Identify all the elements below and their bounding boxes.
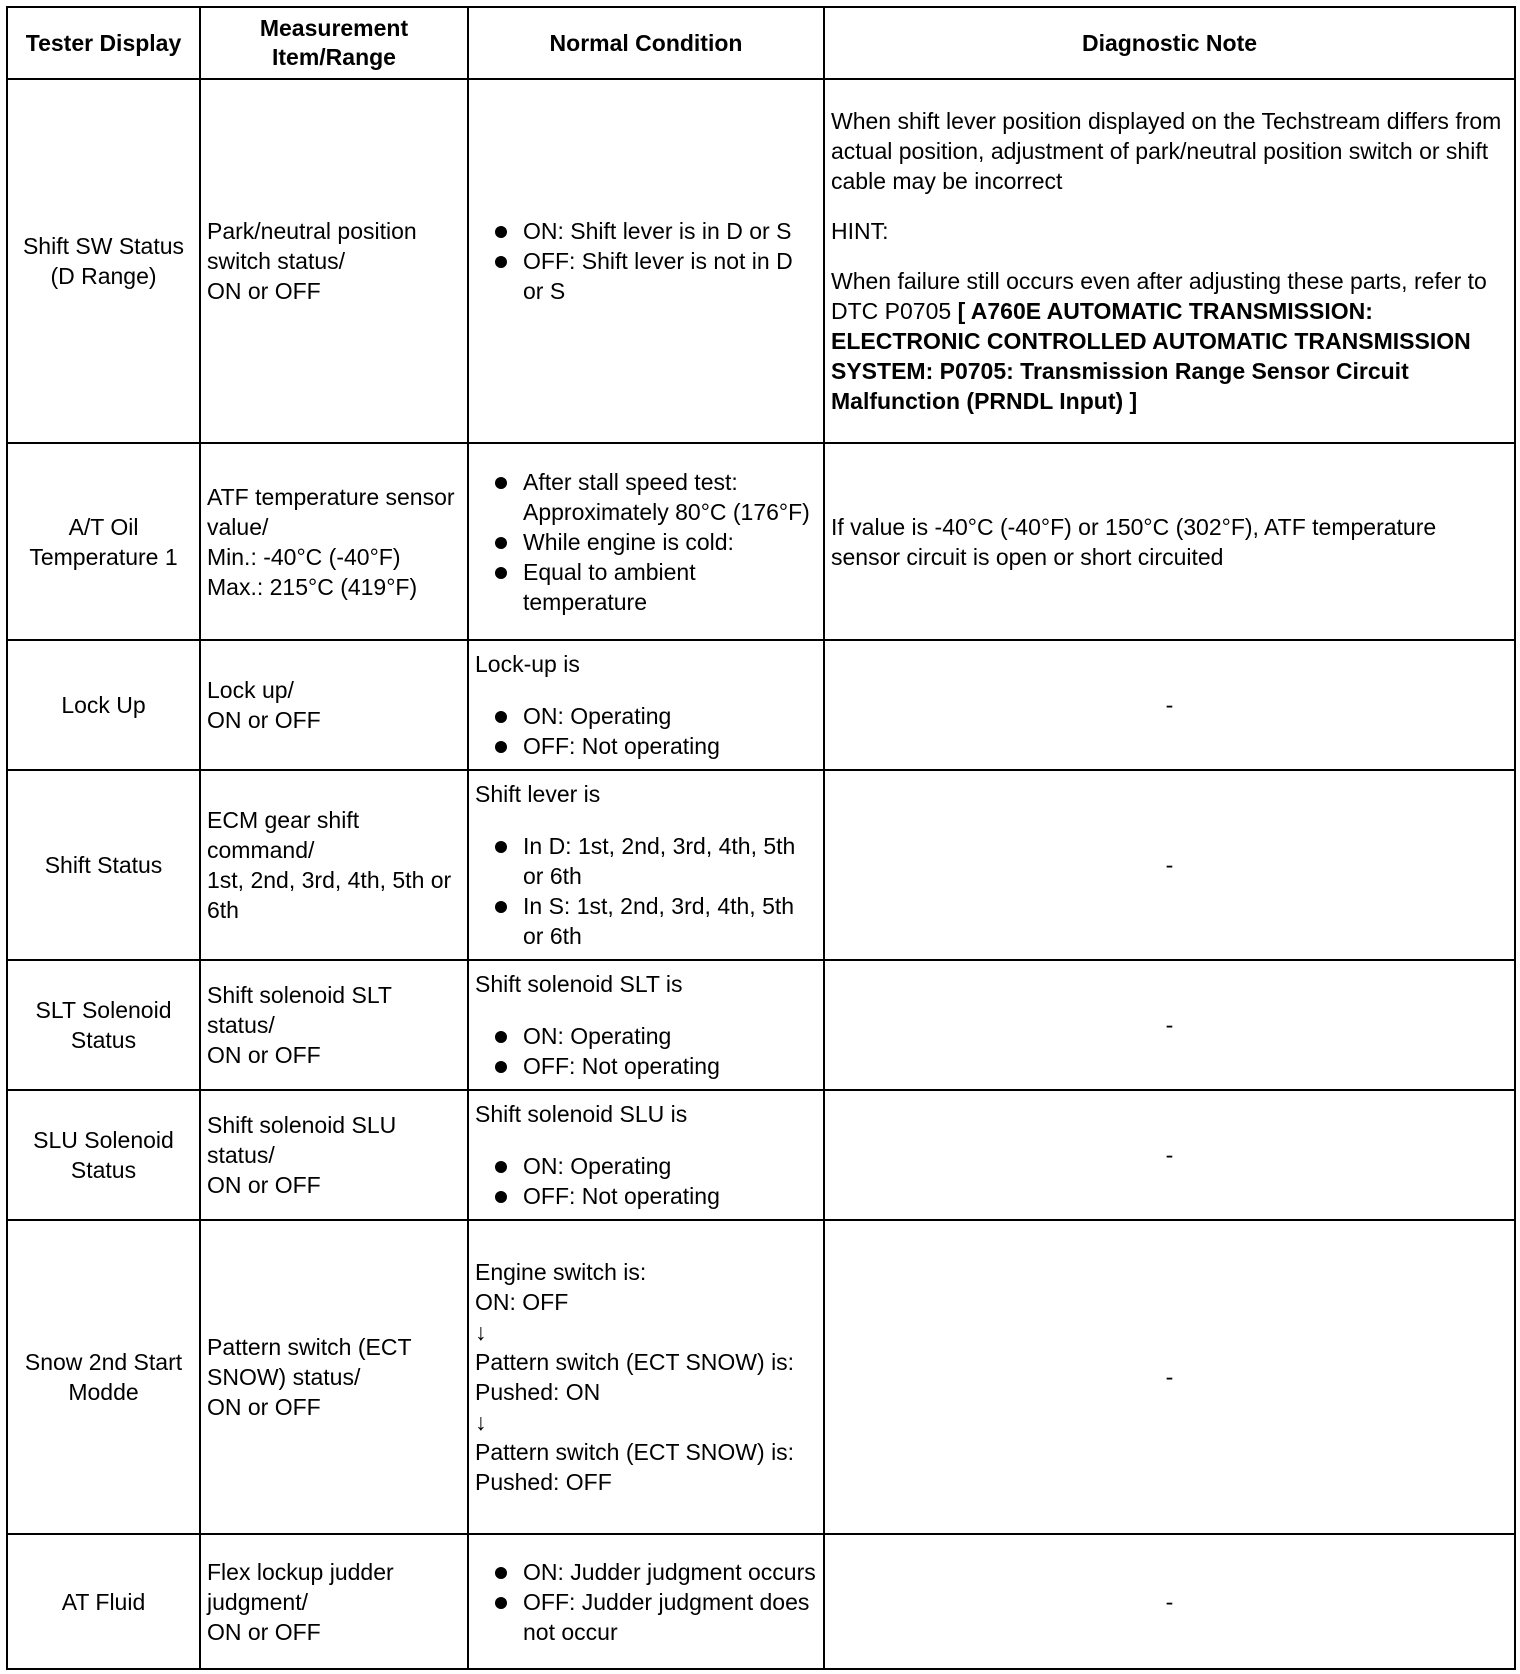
- measurement-line: ON or OFF: [207, 1394, 321, 1420]
- table-row: [7, 960, 1515, 1090]
- tester-display-cell: Lock Up: [7, 640, 200, 770]
- note-hint: HINT:: [831, 218, 889, 244]
- measurement-cell: [200, 443, 468, 640]
- diagnostic-note-cell: -: [824, 960, 1515, 1090]
- normal-condition-cell: [468, 1090, 824, 1220]
- diagnostic-note-cell: -: [824, 770, 1515, 960]
- header-normal-condition: Normal Condition: [468, 7, 824, 79]
- measurement-line: ON or OFF: [207, 1172, 321, 1198]
- diagnostic-note-cell: [824, 79, 1515, 443]
- tester-display-cell: Snow 2nd Start Modde: [7, 1220, 200, 1534]
- measurement-cell: [200, 1220, 468, 1534]
- table-row: [7, 640, 1515, 770]
- note-text: When failure still occurs even after adjusting these parts, refer to DTC P0705: [831, 268, 1487, 324]
- normal-condition-cell: [468, 960, 824, 1090]
- header-measurement: Measurement Item/Range: [200, 7, 468, 79]
- table-row: [7, 1534, 1515, 1669]
- bullet-item: ON: Judder judgment occurs: [475, 1557, 817, 1587]
- down-arrow-icon: ↓: [475, 1319, 487, 1345]
- normal-line: Pushed: OFF: [475, 1469, 612, 1495]
- measurement-line: Min.: -40°C (-40°F): [207, 543, 401, 570]
- measurement-line: Shift solenoid SLU status/: [207, 1112, 397, 1168]
- normal-intro: Lock-up is: [475, 651, 580, 677]
- tester-display-cell: A/T Oil Temperature 1: [7, 443, 200, 640]
- tester-display-cell: Shift Status: [7, 770, 200, 960]
- normal-line: Engine switch is:: [475, 1259, 647, 1285]
- tester-display-cell: SLU Solenoid Status: [7, 1090, 200, 1220]
- dtc-reference-link[interactable]: [ A760E AUTOMATIC TRANSMISSION: ELECTRONIC CONTROLLED AUTOMATIC TRANSMISSION SYSTEM: P0705: Transmission Range Sensor Circuit Malfunction (PRNDL Input) ]: [831, 298, 1471, 414]
- bullet-item: OFF: Judder judgment does not occur: [475, 1587, 817, 1647]
- diagnostic-note-cell: -: [824, 1220, 1515, 1534]
- normal-line: Pattern switch (ECT SNOW) is:: [475, 1349, 795, 1375]
- data-list-table: [6, 6, 1516, 1670]
- bullet-item: After stall speed test: Approximately 80°C (176°F): [475, 467, 817, 527]
- normal-intro: Shift lever is: [475, 781, 601, 807]
- measurement-line: ATF temperature sensor value/: [207, 483, 455, 540]
- diagnostic-note-cell: -: [824, 640, 1515, 770]
- bullet-item: In S: 1st, 2nd, 3rd, 4th, 5th or 6th: [475, 891, 817, 951]
- measurement-line: Flex lockup judder judgment/: [207, 1558, 394, 1615]
- bullet-item: ON: Shift lever is in D or S: [475, 216, 817, 246]
- normal-intro: Shift solenoid SLT is: [475, 971, 683, 997]
- measurement-line: Lock up/: [207, 677, 294, 703]
- table-row: [7, 770, 1515, 960]
- bullet-item: While engine is cold:: [475, 527, 817, 557]
- bullet-item: ON: Operating: [475, 701, 817, 731]
- measurement-line: Max.: 215°C (419°F): [207, 573, 418, 600]
- bullet-item: OFF: Not operating: [475, 1051, 817, 1081]
- normal-line: Pushed: ON: [475, 1379, 601, 1405]
- measurement-cell: [200, 79, 468, 443]
- diagnostic-note-cell: -: [824, 1534, 1515, 1669]
- bullet-item: Equal to ambient temperature: [475, 557, 817, 617]
- diagnostic-note-cell: If value is -40°C (-40°F) or 150°C (302°F), ATF temperature sensor circuit is open or short circuited: [824, 443, 1515, 640]
- bullet-item: OFF: Shift lever is not in D or S: [475, 246, 817, 306]
- measurement-line: ON or OFF: [207, 707, 321, 733]
- normal-condition-cell: [468, 1220, 824, 1534]
- bullet-item: In D: 1st, 2nd, 3rd, 4th, 5th or 6th: [475, 831, 817, 891]
- measurement-cell: [200, 1534, 468, 1669]
- measurement-line: ECM gear shift command/: [207, 807, 360, 863]
- tester-display-cell: Shift SW Status (D Range): [7, 79, 200, 443]
- table-row: [7, 443, 1515, 640]
- note-paragraph: When shift lever position displayed on the Techstream differs from actual position, adjustment of park/neutral position switch or shift cable may be incorrect: [831, 108, 1502, 194]
- measurement-line: ON or OFF: [207, 1618, 321, 1645]
- measurement-line: Shift solenoid SLT status/: [207, 982, 392, 1038]
- normal-condition-cell: [468, 770, 824, 960]
- normal-condition-cell: [468, 1534, 824, 1669]
- normal-condition-cell: [468, 640, 824, 770]
- table-row: [7, 79, 1515, 443]
- down-arrow-icon: ↓: [475, 1409, 487, 1435]
- bullet-item: OFF: Not operating: [475, 1181, 817, 1211]
- measurement-line: ON or OFF: [207, 1042, 321, 1068]
- table-row: [7, 1220, 1515, 1534]
- normal-condition-cell: [468, 79, 824, 443]
- normal-condition-cell: [468, 443, 824, 640]
- measurement-cell: [200, 770, 468, 960]
- note-paragraph: [831, 266, 1508, 416]
- normal-line: Pattern switch (ECT SNOW) is:: [475, 1439, 795, 1465]
- measurement-cell: [200, 1090, 468, 1220]
- header-tester-display: Tester Display: [7, 7, 200, 79]
- diagnostic-note-cell: -: [824, 1090, 1515, 1220]
- bullet-item: ON: Operating: [475, 1151, 817, 1181]
- normal-intro: Shift solenoid SLU is: [475, 1101, 688, 1127]
- measurement-line: ON or OFF: [207, 278, 321, 304]
- header-diagnostic-note: Diagnostic Note: [824, 7, 1515, 79]
- header-row: [7, 7, 1515, 79]
- bullet-item: ON: Operating: [475, 1021, 817, 1051]
- bullet-item: OFF: Not operating: [475, 731, 817, 761]
- normal-line: ON: OFF: [475, 1289, 569, 1315]
- tester-display-cell: AT Fluid: [7, 1534, 200, 1669]
- measurement-line: 1st, 2nd, 3rd, 4th, 5th or 6th: [207, 867, 452, 923]
- measurement-cell: [200, 640, 468, 770]
- tester-display-cell: SLT Solenoid Status: [7, 960, 200, 1090]
- measurement-line: Park/neutral position switch status/: [207, 218, 417, 274]
- table-row: [7, 1090, 1515, 1220]
- measurement-cell: [200, 960, 468, 1090]
- measurement-line: Pattern switch (ECT SNOW) status/: [207, 1334, 412, 1390]
